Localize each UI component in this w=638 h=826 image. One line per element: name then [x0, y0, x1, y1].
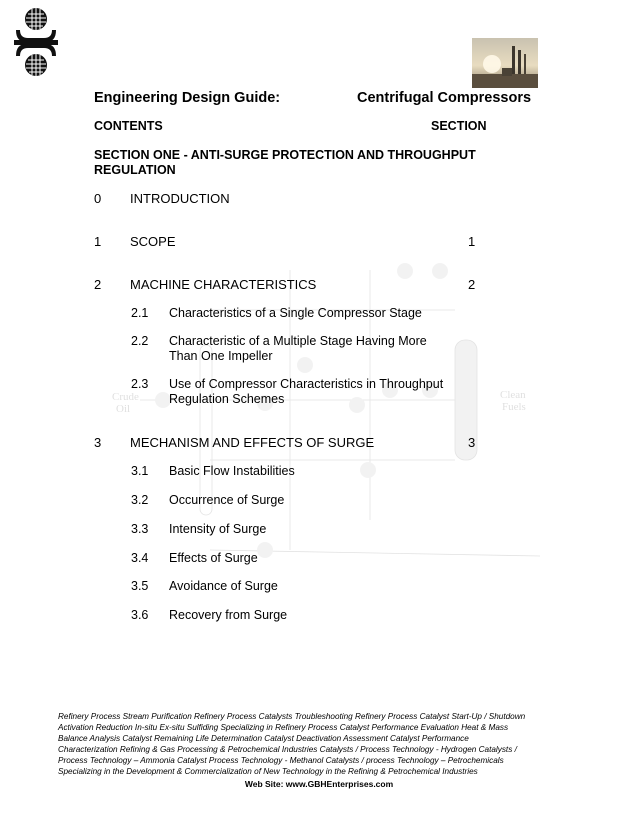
toc-page: 3 [468, 435, 476, 450]
sub-title: Recovery from Surge [169, 608, 288, 622]
sub-num: 3.3 [131, 522, 149, 536]
toc-num: 0 [94, 191, 102, 206]
sub-num: 2.3 [131, 377, 149, 391]
wm-oil-label: Oil [116, 403, 131, 415]
sub-num: 2.1 [131, 306, 149, 320]
sub-num: 3.6 [131, 608, 149, 622]
section-one-title: SECTION ONE - ANTI-SURGE PROTECTION AND THROUGHPUT [94, 148, 476, 162]
company-logo [12, 6, 60, 78]
refinery-photo [472, 38, 538, 88]
footer-line: Specializing in the Development & Commercialization of New Technology in the Refining & Petrochemical Industries [58, 767, 478, 776]
wm-fuels-label: Fuels [502, 401, 526, 413]
toc-num: 2 [94, 277, 102, 292]
section-one-title-cont: REGULATION [94, 163, 176, 177]
sub-title: Characteristics of a Single Compressor Stage [169, 306, 422, 320]
sub-title-cont: Than One Impeller [169, 349, 273, 363]
doc-subject: Centrifugal Compressors [357, 90, 532, 106]
footer-line: Process Technology – Ammonia Catalyst Process Technology - Methanol Catalysts / process Technology – Petrochemicals [58, 756, 504, 765]
footer-line: Activation Reduction In-situ Ex-situ Sulfiding Specializing in Refinery Process Catalyst Performance Evaluation Heat & Mass [58, 723, 509, 732]
wm-crude-label: Crude [112, 391, 139, 403]
section-label: SECTION [431, 119, 487, 133]
contents-label: CONTENTS [94, 119, 163, 133]
sub-title: Occurrence of Surge [169, 493, 285, 507]
sub-num: 3.2 [131, 493, 149, 507]
footer-line: Characterization Refining & Gas Processing & Petrochemical Industries Catalysts / Process Technology - Hydrogen Catalysts / [58, 745, 517, 754]
sub-title: Intensity of Surge [169, 522, 267, 536]
toc-title: INTRODUCTION [130, 191, 230, 206]
toc-num: 3 [94, 435, 102, 450]
toc-num: 1 [94, 234, 102, 249]
sub-num: 2.2 [131, 334, 149, 348]
sub-title: Use of Compressor Characteristics in Throughput [169, 377, 444, 391]
sub-title: Avoidance of Surge [169, 579, 278, 593]
footer-website-link[interactable]: Web Site: www.GBHEnterprises.com [244, 779, 394, 789]
sub-title-cont: Regulation Schemes [169, 392, 285, 406]
doc-title: Engineering Design Guide: [94, 90, 281, 106]
toc-page: 1 [468, 234, 476, 249]
sub-title: Effects of Surge [169, 551, 258, 565]
sub-title: Characteristic of a Multiple Stage Having More [169, 334, 427, 348]
sub-num: 3.4 [131, 551, 149, 565]
process-diagram-watermark [60, 250, 560, 560]
sub-num: 3.1 [131, 464, 149, 478]
sub-title: Basic Flow Instabilities [169, 464, 295, 478]
toc-title: MACHINE CHARACTERISTICS [130, 277, 317, 292]
toc-title: SCOPE [130, 234, 176, 249]
toc-title: MECHANISM AND EFFECTS OF SURGE [130, 435, 375, 450]
footer-line: Balance Analysis Catalyst Remaining Life Determination Catalyst Deactivation Assessment Catalyst Performance [58, 734, 469, 743]
toc-page: 2 [468, 277, 476, 292]
wm-clean-label: Clean [500, 389, 526, 401]
footer-line: Refinery Process Stream Purification Refinery Process Catalysts Troubleshooting Refinery Process Catalyst Start-Up / Shutdown [58, 712, 526, 721]
sub-num: 3.5 [131, 579, 149, 593]
